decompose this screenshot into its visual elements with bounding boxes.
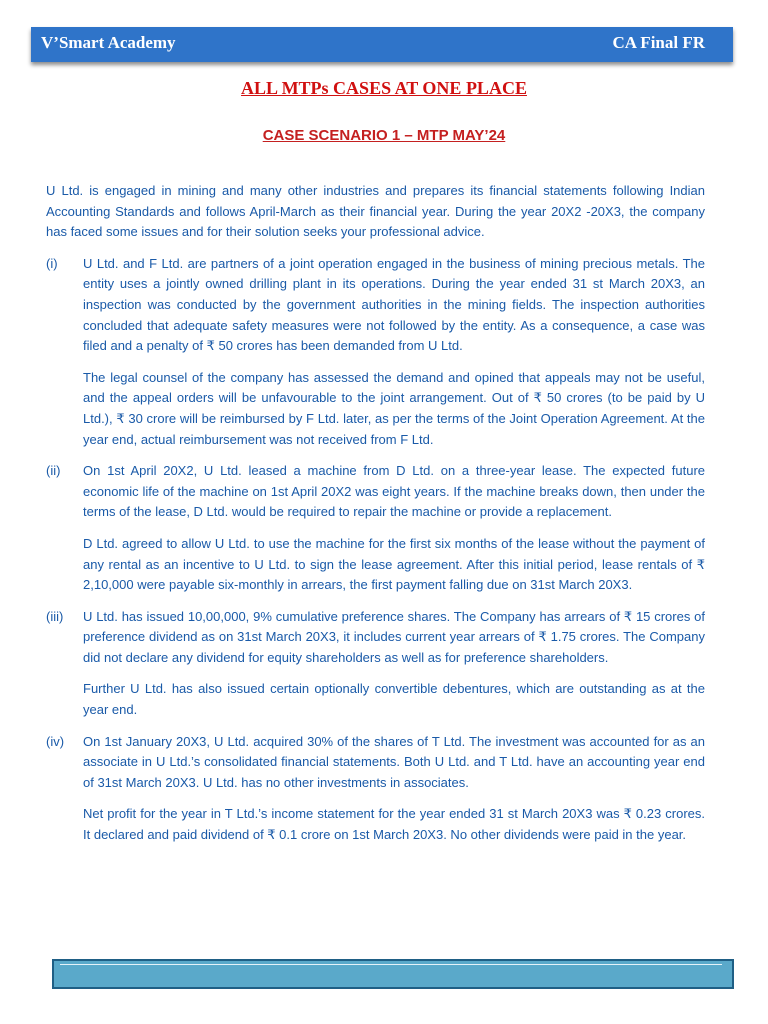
intro-paragraph: U Ltd. is engaged in mining and many other industries and prepares its financial statements following Indian Accounting Standards and follows April-March as their financial year. During the year 20X2 -20X3, the company has faced some issues and for their solution seeks your professional advice. xyxy=(46,183,705,240)
document-body xyxy=(46,181,705,857)
item-number: (ii) xyxy=(46,463,61,479)
list-item-i xyxy=(46,254,705,461)
page-title: ALL MTPs CASES AT ONE PLACE xyxy=(241,78,527,98)
item-paragraph: On 1st April 20X2, U Ltd. leased a machine from D Ltd. on a three-year lease. The expected future economic life of the machine on 1st April 20X2 was eight years. If the machine breaks down, then under the terms of the lease, D Ltd. would be required to repair the machine or provide a replacement. xyxy=(83,463,705,520)
header-academy-name: V’Smart Academy xyxy=(41,33,176,52)
list-item-iii xyxy=(46,607,705,732)
header-bar xyxy=(31,27,733,62)
footer-divider xyxy=(60,964,722,965)
header-course-name: CA Final FR xyxy=(612,33,705,52)
item-paragraph: The legal counsel of the company has assessed the demand and opined that appeals may not be useful, and the appeal orders will be unfavourable to the joint arrangement. Out of ₹ 50 crores (to be paid by U Ltd.), ₹ 30 crore will be reimbursed by F Ltd. later, as per the terms of the Joint Operation Agreement. At the year end, actual reimbursement was not received from F Ltd. xyxy=(83,369,705,447)
item-paragraph: Further U Ltd. has also issued certain optionally convertible debentures, which are outstanding as at the year end. xyxy=(83,681,705,718)
item-paragraph: Net profit for the year in T Ltd.’s income statement for the year ended 31 st March 20X3 was ₹ 0.23 crores. It declared and paid dividend of ₹ 0.1 crore on 1st March 20X3. No other dividends were paid in the year. xyxy=(83,806,705,843)
list-item-iv xyxy=(46,732,705,857)
list-item-ii xyxy=(46,461,705,607)
footer-bar xyxy=(52,959,734,989)
item-paragraph: U Ltd. and F Ltd. are partners of a joint operation engaged in the business of mining precious metals. The entity uses a jointly owned drilling plant in its operations. During the year ended 31 st March 20X3, an inspection was conducted by the government authorities in the mining fields. The inspection authorities concluded that adequate safety measures were not followed by the entity. As a consequence, a case was filed and a penalty of ₹ 50 crores has been demanded from U Ltd. xyxy=(83,255,705,354)
item-number: (iv) xyxy=(46,733,65,749)
case-scenario-title: CASE SCENARIO 1 – MTP MAY’24 xyxy=(262,127,506,144)
item-number: (i) xyxy=(46,255,58,271)
item-paragraph: On 1st January 20X3, U Ltd. acquired 30% of the shares of T Ltd. The investment was accounted for as an associate in U Ltd.’s consolidated financial statements. Both U Ltd. and T Ltd. have an accounting year end of 31st March 20X3. U Ltd. has no other investments in associates. xyxy=(83,733,705,790)
item-paragraph: D Ltd. agreed to allow U Ltd. to use the machine for the first six months of the lease without the payment of any rental as an incentive to U Ltd. to sign the lease agreement. After this initial period, lease rentals of ₹ 2,10,000 were payable six-monthly in arrears, the first payment falling due on 31st March 20X3. xyxy=(83,535,705,593)
item-paragraph: U Ltd. has issued 10,00,000, 9% cumulative preference shares. The Company has arrears of ₹ 15 crores of preference dividend as on 31st March 20X3, it includes current year arrears of ₹ 1.75 crores. The Company did not declare any dividend for equity shareholders as well as for preference shareholders. xyxy=(83,608,705,665)
item-number: (iii) xyxy=(46,608,64,624)
